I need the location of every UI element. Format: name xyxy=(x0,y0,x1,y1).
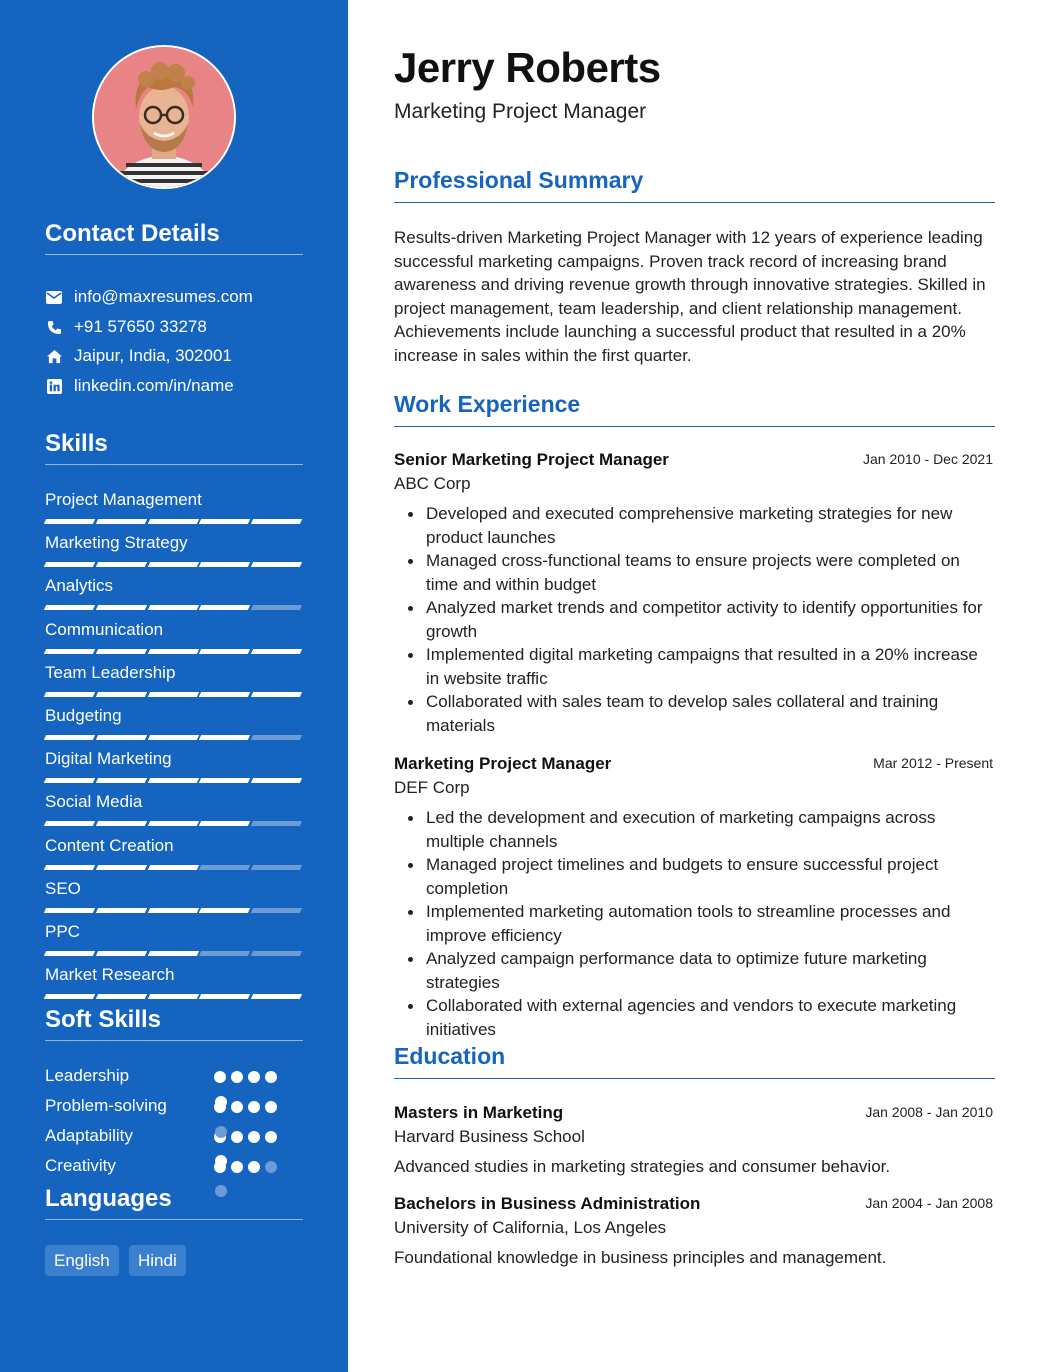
skill-rating-bar xyxy=(45,865,301,870)
contact-phone-text: +91 57650 33278 xyxy=(74,317,207,336)
rating-dot xyxy=(231,1161,243,1173)
soft-skills-heading: Soft Skills xyxy=(45,1006,303,1041)
job-bullet: Led the development and execution of marketing campaigns across multiple channels xyxy=(426,806,995,853)
rating-segment xyxy=(96,994,147,999)
education-entry xyxy=(394,1101,995,1179)
rating-dot xyxy=(215,1155,227,1167)
degree: Bachelors in Business Administration xyxy=(394,1194,701,1213)
rating-segment xyxy=(147,908,198,913)
sidebar xyxy=(0,0,348,1372)
rating-segment xyxy=(44,951,95,956)
skill-name: Content Creation xyxy=(45,835,174,855)
job-dates: Jan 2010 - Dec 2021 xyxy=(863,451,993,467)
rating-dot xyxy=(248,1131,260,1143)
rating-segment xyxy=(96,821,147,826)
rating-dot xyxy=(265,1071,277,1083)
rating-segment xyxy=(147,865,198,870)
rating-segment xyxy=(199,908,250,913)
job-bullet: Managed project timelines and budgets to ensure successful project completion xyxy=(426,853,995,900)
rating-dot xyxy=(265,1101,277,1113)
rating-segment xyxy=(44,908,95,913)
rating-dot xyxy=(248,1161,260,1173)
rating-dot xyxy=(231,1071,243,1083)
rating-segment xyxy=(251,865,302,870)
skill-rating-bar xyxy=(45,692,301,697)
education-description: Advanced studies in marketing strategies and consumer behavior. xyxy=(394,1157,891,1176)
education-description: Foundational knowledge in business principles and management. xyxy=(394,1248,887,1267)
rating-segment xyxy=(44,778,95,783)
education-heading: Education xyxy=(394,1043,995,1079)
rating-segment xyxy=(44,735,95,740)
rating-segment xyxy=(96,908,147,913)
rating-dot xyxy=(265,1131,277,1143)
rating-segment xyxy=(251,735,302,740)
rating-segment xyxy=(147,562,198,567)
rating-segment xyxy=(44,994,95,999)
job-company: ABC Corp xyxy=(394,474,471,493)
skill-rating-bar xyxy=(45,821,301,826)
rating-segment xyxy=(251,649,302,654)
rating-segment xyxy=(199,778,250,783)
rating-segment xyxy=(44,605,95,610)
rating-segment xyxy=(147,649,198,654)
rating-segment xyxy=(199,562,250,567)
skill-rating-bar xyxy=(45,519,301,524)
contact-linkedin[interactable] xyxy=(45,374,234,398)
contact-email-text: info@maxresumes.com xyxy=(74,287,253,306)
job-bullet: Collaborated with external agencies and vendors to execute marketing initiatives xyxy=(426,994,995,1041)
rating-segment xyxy=(44,562,95,567)
rating-dot xyxy=(215,1126,227,1138)
job-bullet: Implemented digital marketing campaigns that resulted in a 20% increase in website traffic xyxy=(426,643,995,690)
envelope-icon xyxy=(45,288,63,306)
job-title: Marketing Project Manager xyxy=(394,754,612,773)
soft-skill-rating xyxy=(214,1071,277,1083)
rating-segment xyxy=(199,649,250,654)
summary-heading: Professional Summary xyxy=(394,167,995,203)
rating-dot xyxy=(231,1101,243,1113)
rating-dot xyxy=(248,1071,260,1083)
skill-rating-bar xyxy=(45,778,301,783)
phone-icon xyxy=(45,318,63,336)
rating-segment xyxy=(199,865,250,870)
contact-linkedin-text: linkedin.com/in/name xyxy=(74,376,234,395)
rating-segment xyxy=(96,735,147,740)
skill-rating-bar xyxy=(45,994,301,999)
education-entry xyxy=(394,1192,995,1270)
contact-phone[interactable] xyxy=(45,315,207,339)
skill-name: Market Research xyxy=(45,965,175,985)
rating-segment xyxy=(96,562,147,567)
linkedin-icon xyxy=(45,377,63,395)
education-dates: Jan 2004 - Jan 2008 xyxy=(865,1195,993,1211)
rating-segment xyxy=(147,519,198,524)
rating-segment xyxy=(96,692,147,697)
rating-segment xyxy=(44,519,95,524)
rating-segment xyxy=(147,735,198,740)
skill-name: Marketing Strategy xyxy=(45,533,188,553)
rating-segment xyxy=(147,951,198,956)
contact-address-text: Jaipur, India, 302001 xyxy=(74,346,232,365)
rating-segment xyxy=(251,821,302,826)
job-bullet: Collaborated with sales team to develop sales collateral and training materials xyxy=(426,690,995,737)
rating-dot xyxy=(231,1131,243,1143)
job-bullet: Developed and executed comprehensive marketing strategies for new product launches xyxy=(426,502,995,549)
skill-name: Social Media xyxy=(45,792,143,812)
language-chip: Hindi xyxy=(129,1245,186,1276)
skill-name: Analytics xyxy=(45,576,114,596)
job-entry xyxy=(394,448,995,737)
rating-segment xyxy=(199,519,250,524)
rating-segment xyxy=(44,649,95,654)
skill-rating-bar xyxy=(45,908,301,913)
soft-skill-name: Creativity xyxy=(45,1156,116,1175)
rating-segment xyxy=(147,821,198,826)
rating-segment xyxy=(199,821,250,826)
rating-segment xyxy=(96,649,147,654)
skill-rating-bar xyxy=(45,951,301,956)
soft-skill-name: Problem-solving xyxy=(45,1096,167,1115)
skill-rating-bar xyxy=(45,649,301,654)
rating-segment xyxy=(147,994,198,999)
rating-segment xyxy=(44,692,95,697)
contact-email[interactable] xyxy=(45,285,253,309)
rating-segment xyxy=(251,778,302,783)
job-title: Senior Marketing Project Manager xyxy=(394,450,669,469)
contact-heading: Contact Details xyxy=(45,220,303,255)
job-bullet: Implemented marketing automation tools to streamline processes and improve efficiency xyxy=(426,900,995,947)
rating-segment xyxy=(147,778,198,783)
skill-name: PPC xyxy=(45,922,80,941)
contact-address xyxy=(45,344,232,368)
rating-segment xyxy=(147,605,198,610)
experience-heading: Work Experience xyxy=(394,391,995,427)
job-bullets xyxy=(394,806,995,1041)
person-photo-icon xyxy=(94,47,234,187)
summary-text: Results-driven Marketing Project Manager with 12 years of experience leading successful marketing campaigns. Proven track record of increasing brand awareness and driving revenue growth through innovative strategies. Skilled in project management, team leadership, and client relationship management. Achievements include launching a successful product that resulted in a 20% increase in sales within the first quarter. xyxy=(394,228,986,365)
job-bullets xyxy=(394,502,995,737)
main-content xyxy=(394,0,995,1372)
job-company: DEF Corp xyxy=(394,778,470,797)
home-icon xyxy=(45,347,63,365)
rating-segment xyxy=(96,778,147,783)
rating-dot xyxy=(248,1101,260,1113)
school: Harvard Business School xyxy=(394,1127,585,1146)
rating-segment xyxy=(96,865,147,870)
rating-dot xyxy=(265,1161,277,1173)
skill-name: Budgeting xyxy=(45,706,122,725)
job-bullet: Analyzed market trends and competitor activity to identify opportunities for growth xyxy=(426,596,995,643)
languages-heading: Languages xyxy=(45,1185,303,1220)
rating-segment xyxy=(251,951,302,956)
rating-segment xyxy=(199,994,250,999)
education-dates: Jan 2008 - Jan 2010 xyxy=(865,1104,993,1120)
language-chip: English xyxy=(45,1245,119,1276)
soft-skill-name: Leadership xyxy=(45,1066,130,1085)
rating-segment xyxy=(251,692,302,697)
skill-name: Team Leadership xyxy=(45,662,176,682)
rating-segment xyxy=(199,951,250,956)
skill-name: Project Management xyxy=(45,490,202,509)
school: University of California, Los Angeles xyxy=(394,1218,667,1237)
rating-segment xyxy=(96,951,147,956)
skill-rating-bar xyxy=(45,735,301,740)
rating-segment xyxy=(251,908,302,913)
skill-name: SEO xyxy=(45,878,81,898)
rating-dot xyxy=(215,1096,227,1108)
person-title: Marketing Project Manager xyxy=(394,100,647,123)
job-entry xyxy=(394,752,995,1041)
job-bullet: Analyzed campaign performance data to optimize future marketing strategies xyxy=(426,947,995,994)
job-bullet: Managed cross-functional teams to ensure projects were completed on time and within budget xyxy=(426,549,995,596)
soft-skill-name: Adaptability xyxy=(45,1126,133,1145)
person-name: Jerry Roberts xyxy=(394,44,661,91)
rating-segment xyxy=(44,821,95,826)
skill-name: Communication xyxy=(45,619,164,639)
skill-rating-bar xyxy=(45,562,301,567)
skills-heading: Skills xyxy=(45,430,303,465)
rating-segment xyxy=(96,605,147,610)
degree: Masters in Marketing xyxy=(394,1103,564,1122)
avatar xyxy=(92,45,236,189)
job-dates: Mar 2012 - Present xyxy=(873,755,993,771)
rating-segment xyxy=(96,519,147,524)
rating-segment xyxy=(199,735,250,740)
rating-segment xyxy=(251,519,302,524)
skill-name: Digital Marketing xyxy=(45,749,172,769)
rating-segment xyxy=(251,562,302,567)
rating-segment xyxy=(251,605,302,610)
rating-segment xyxy=(199,605,250,610)
skill-rating-bar xyxy=(45,605,301,610)
rating-segment xyxy=(44,865,95,870)
rating-segment xyxy=(199,692,250,697)
rating-segment xyxy=(251,994,302,999)
rating-segment xyxy=(147,692,198,697)
rating-dot xyxy=(214,1071,226,1083)
